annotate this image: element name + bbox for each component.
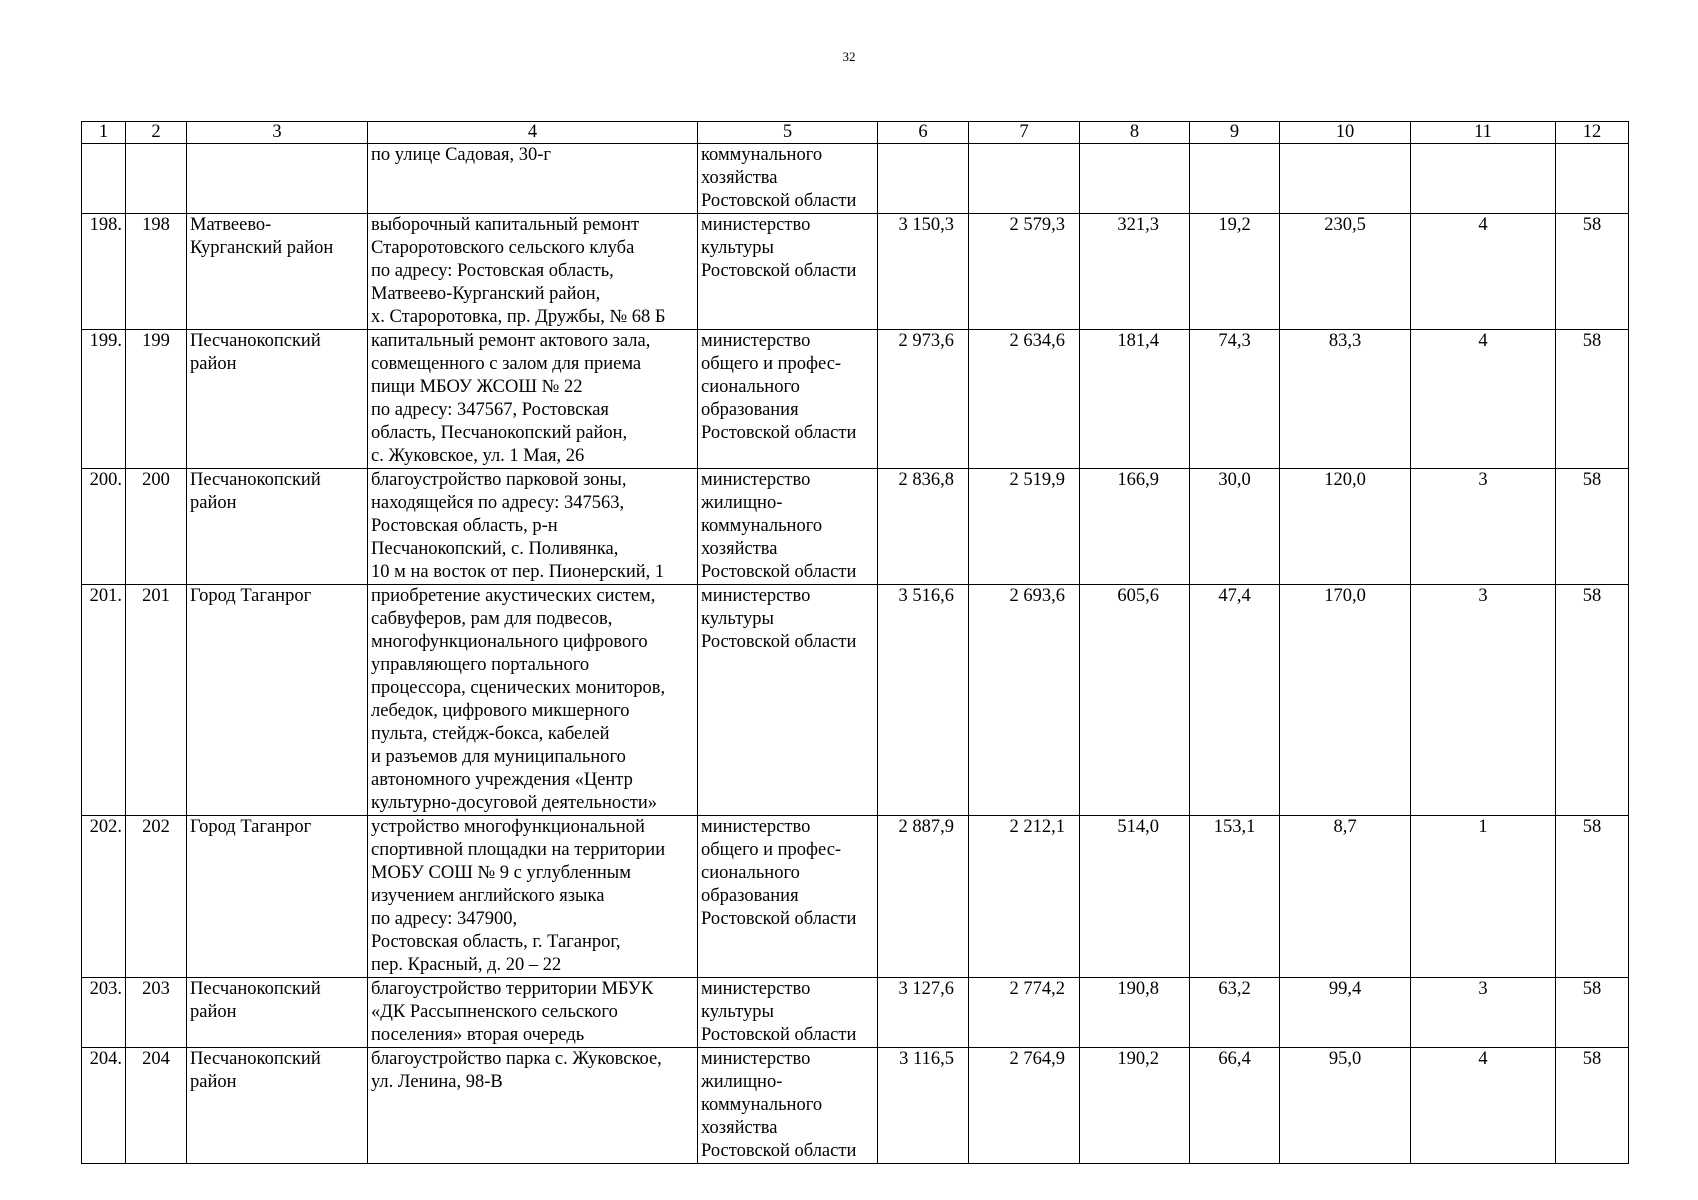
local-budget-cell [1080, 144, 1190, 214]
value-10-cell: 230,5 [1280, 214, 1411, 330]
number-cell: 200 [126, 469, 187, 585]
description-cell: выборочный капитальный ремонт Староротовского сельского клуба по адресу: Ростовская область, Матвеево-Курганский район, х. Староротовка, пр. Дружбы, № 68 Б [368, 214, 698, 330]
regional-budget-cell: 2 519,9 [969, 469, 1080, 585]
regional-budget-cell [969, 144, 1080, 214]
district-cell: Город Таганрог [187, 816, 368, 978]
header-cell-col-2: 2 [126, 122, 187, 144]
ministry-cell: министерство жилищно- коммунального хозяйства Ростовской области [698, 1048, 878, 1164]
ministry-cell: министерство культуры Ростовской области [698, 214, 878, 330]
district-cell: Матвеево- Курганский район [187, 214, 368, 330]
value-9-cell: 153,1 [1190, 816, 1280, 978]
table-row [82, 816, 1629, 978]
ministry-cell: министерство жилищно- коммунального хозяйства Ростовской области [698, 469, 878, 585]
data-table [81, 121, 1629, 1164]
header-cell-col-10: 10 [1280, 122, 1411, 144]
description-cell: благоустройство территории МБУК «ДК Рассыпненского сельского поселения» вторая очередь [368, 978, 698, 1048]
total-cost-cell: 3 127,6 [878, 978, 969, 1048]
value-9-cell: 19,2 [1190, 214, 1280, 330]
district-cell: Город Таганрог [187, 585, 368, 816]
number-cell [126, 144, 187, 214]
description-cell: по улице Садовая, 30-г [368, 144, 698, 214]
local-budget-cell: 514,0 [1080, 816, 1190, 978]
value-12-cell: 58 [1556, 585, 1629, 816]
value-11-cell: 3 [1411, 585, 1556, 816]
header-cell-col-12: 12 [1556, 122, 1629, 144]
value-9-cell [1190, 144, 1280, 214]
row-index-cell [82, 144, 126, 214]
total-cost-cell: 2 836,8 [878, 469, 969, 585]
value-9-cell: 47,4 [1190, 585, 1280, 816]
local-budget-cell: 321,3 [1080, 214, 1190, 330]
row-index-cell: 203. [82, 978, 126, 1048]
total-cost-cell: 2 973,6 [878, 330, 969, 469]
row-index-cell: 201. [82, 585, 126, 816]
ministry-cell: министерство культуры Ростовской области [698, 978, 878, 1048]
value-11-cell [1411, 144, 1556, 214]
value-11-cell: 4 [1411, 214, 1556, 330]
description-cell: благоустройство парка с. Жуковское, ул. Ленина, 98-В [368, 1048, 698, 1164]
page-number: 32 [842, 49, 856, 64]
value-9-cell: 30,0 [1190, 469, 1280, 585]
table-row [82, 1048, 1629, 1164]
value-12-cell: 58 [1556, 330, 1629, 469]
total-cost-cell: 3 116,5 [878, 1048, 969, 1164]
row-index-cell: 198. [82, 214, 126, 330]
value-10-cell: 99,4 [1280, 978, 1411, 1048]
value-10-cell: 83,3 [1280, 330, 1411, 469]
header-cell-col-3: 3 [187, 122, 368, 144]
ministry-cell: министерство общего и профес- сионального образования Ростовской области [698, 330, 878, 469]
local-budget-cell: 166,9 [1080, 469, 1190, 585]
district-cell [187, 144, 368, 214]
header-cell-col-4: 4 [368, 122, 698, 144]
total-cost-cell: 3 516,6 [878, 585, 969, 816]
value-9-cell: 66,4 [1190, 1048, 1280, 1164]
number-cell: 199 [126, 330, 187, 469]
description-cell: приобретение акустических систем, сабвуферов, рам для подвесов, многофункционального цифрового управляющего портального процессора, сценических мониторов, лебедок, цифрового микшерного пульта, стейдж-бокса, кабелей и разъемов для муниципального автономного учреждения «Центр культурно-досуговой деятельности» [368, 585, 698, 816]
header-cell-col-11: 11 [1411, 122, 1556, 144]
local-budget-cell: 190,2 [1080, 1048, 1190, 1164]
total-cost-cell [878, 144, 969, 214]
header-cell-col-5: 5 [698, 122, 878, 144]
local-budget-cell: 181,4 [1080, 330, 1190, 469]
table-row [82, 585, 1629, 816]
number-cell: 203 [126, 978, 187, 1048]
district-cell: Песчанокопский район [187, 1048, 368, 1164]
row-index-cell: 204. [82, 1048, 126, 1164]
value-11-cell: 1 [1411, 816, 1556, 978]
number-cell: 201 [126, 585, 187, 816]
table-row [82, 330, 1629, 469]
value-12-cell: 58 [1556, 1048, 1629, 1164]
value-11-cell: 4 [1411, 1048, 1556, 1164]
header-cell-col-7: 7 [969, 122, 1080, 144]
row-index-cell: 202. [82, 816, 126, 978]
header-row [82, 122, 1629, 144]
table-row [82, 469, 1629, 585]
row-index-cell: 200. [82, 469, 126, 585]
number-cell: 204 [126, 1048, 187, 1164]
value-11-cell: 3 [1411, 469, 1556, 585]
header-cell-col-9: 9 [1190, 122, 1280, 144]
value-10-cell: 95,0 [1280, 1048, 1411, 1164]
value-12-cell: 58 [1556, 214, 1629, 330]
value-10-cell: 120,0 [1280, 469, 1411, 585]
header-cell-col-1: 1 [82, 122, 126, 144]
value-9-cell: 63,2 [1190, 978, 1280, 1048]
value-11-cell: 3 [1411, 978, 1556, 1048]
ministry-cell: министерство культуры Ростовской области [698, 585, 878, 816]
regional-budget-cell: 2 579,3 [969, 214, 1080, 330]
value-10-cell: 8,7 [1280, 816, 1411, 978]
regional-budget-cell: 2 212,1 [969, 816, 1080, 978]
value-12-cell: 58 [1556, 978, 1629, 1048]
header-cell-col-8: 8 [1080, 122, 1190, 144]
description-cell: устройство многофункциональной спортивной площадки на территории МОБУ СОШ № 9 с углубленным изучением английского языка по адресу: 347900, Ростовская область, г. Таганрог, пер. Красный, д. 20 – 22 [368, 816, 698, 978]
value-12-cell: 58 [1556, 816, 1629, 978]
number-cell: 198 [126, 214, 187, 330]
value-9-cell: 74,3 [1190, 330, 1280, 469]
table-row [82, 978, 1629, 1048]
ministry-cell: коммунального хозяйства Ростовской области [698, 144, 878, 214]
row-index-cell: 199. [82, 330, 126, 469]
local-budget-cell: 190,8 [1080, 978, 1190, 1048]
description-cell: капитальный ремонт актового зала, совмещенного с залом для приема пищи МБОУ ЖСОШ № 22 по адресу: 347567, Ростовская область, Песчанокопский район, с. Жуковское, ул. 1 Мая, 26 [368, 330, 698, 469]
value-12-cell: 58 [1556, 469, 1629, 585]
table-row [82, 144, 1629, 214]
value-10-cell: 170,0 [1280, 585, 1411, 816]
number-cell: 202 [126, 816, 187, 978]
district-cell: Песчанокопский район [187, 978, 368, 1048]
value-10-cell [1280, 144, 1411, 214]
total-cost-cell: 3 150,3 [878, 214, 969, 330]
table-row [82, 214, 1629, 330]
total-cost-cell: 2 887,9 [878, 816, 969, 978]
value-11-cell: 4 [1411, 330, 1556, 469]
regional-budget-cell: 2 764,9 [969, 1048, 1080, 1164]
district-cell: Песчанокопский район [187, 330, 368, 469]
ministry-cell: министерство общего и профес- сионального образования Ростовской области [698, 816, 878, 978]
description-cell: благоустройство парковой зоны, находящейся по адресу: 347563, Ростовская область, р-н Песчанокопский, с. Поливянка, 10 м на восток от пер. Пионерский, 1 [368, 469, 698, 585]
regional-budget-cell: 2 634,6 [969, 330, 1080, 469]
regional-budget-cell: 2 693,6 [969, 585, 1080, 816]
local-budget-cell: 605,6 [1080, 585, 1190, 816]
header-cell-col-6: 6 [878, 122, 969, 144]
district-cell: Песчанокопский район [187, 469, 368, 585]
regional-budget-cell: 2 774,2 [969, 978, 1080, 1048]
value-12-cell [1556, 144, 1629, 214]
